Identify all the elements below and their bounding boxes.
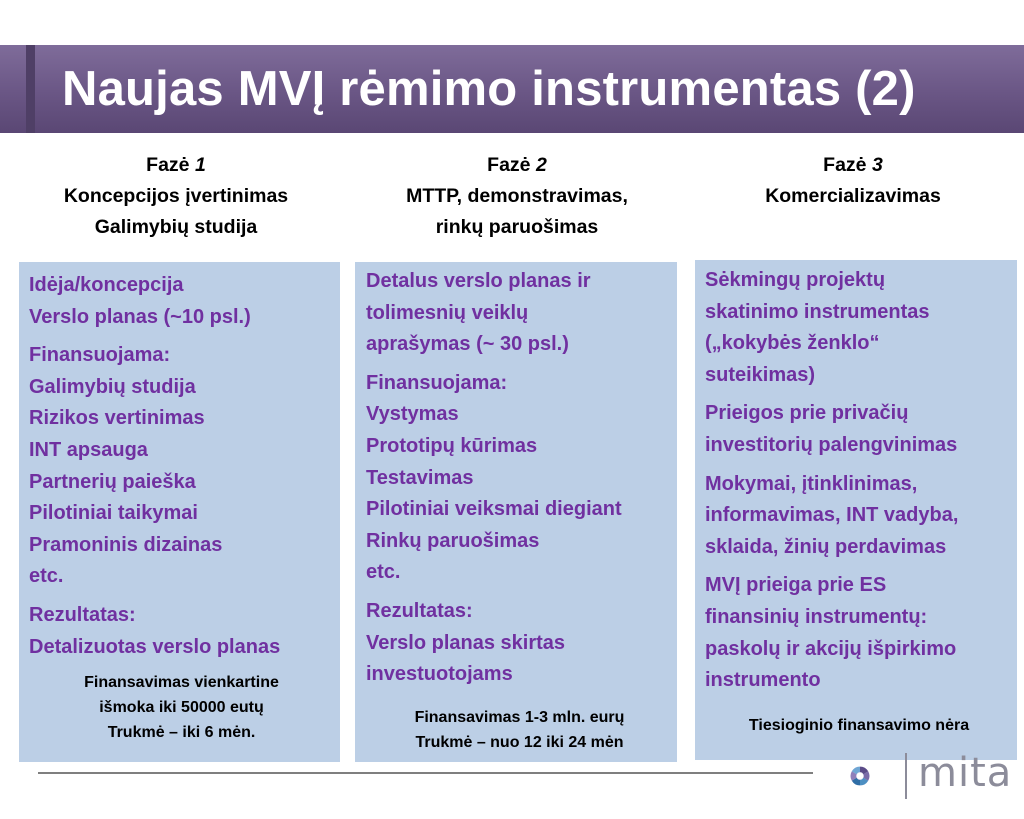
phase-number: 1 [194, 154, 206, 176]
box-line: Vystymas [366, 403, 459, 426]
box-paragraph [366, 266, 673, 361]
mita-logo-icon [848, 750, 908, 802]
box-line: Finansuojama: [29, 344, 171, 367]
phase-heading-line: MTTP, demonstravimas, [406, 185, 628, 207]
phase-heading-line: rinkų paruošimas [435, 216, 599, 238]
box-line: Finansuojama: [366, 371, 508, 394]
box-paragraph [29, 270, 334, 333]
box-line: Mokymai, įtinklinimas, [705, 472, 918, 495]
funding-note [29, 670, 334, 745]
box-paragraph [29, 600, 334, 663]
box-line: Pilotiniai taikymai [29, 502, 198, 525]
accent-stripe [26, 45, 35, 133]
phase-2-box [355, 262, 677, 762]
box-line: MVĮ prieiga prie ES [705, 574, 887, 597]
phase-label: Fazė [823, 154, 867, 176]
phase-1-header [20, 150, 332, 243]
note-line: išmoka iki 50000 eutų [99, 699, 264, 717]
mita-logo-text: mita [918, 750, 1013, 796]
note-line: Finansavimas 1-3 mln. eurų [414, 708, 625, 726]
box-line: investitorių palengvinimas [705, 433, 958, 456]
box-line: tolimesnių veiklų [366, 301, 529, 324]
note-line: Trukmė – nuo 12 iki 24 mėn [415, 733, 624, 751]
box-paragraph [705, 398, 1013, 461]
box-line: sklaida, žinių perdavimas [705, 535, 947, 558]
phase-heading-line: Koncepcijos įvertinimas [63, 185, 289, 207]
box-line: Testavimas [366, 466, 474, 489]
phase-number: 2 [535, 154, 547, 176]
note-line: Finansavimas vienkartine [84, 674, 279, 692]
box-line: Detalizuotas verslo planas [29, 635, 281, 658]
box-line: etc. [366, 561, 401, 584]
phase-2-header [358, 150, 676, 243]
box-line: suteikimas) [705, 363, 816, 386]
box-line: instrumento [705, 669, 821, 692]
box-line: finansinių instrumentų: [705, 605, 928, 628]
box-line: etc. [29, 565, 64, 588]
box-paragraph [705, 469, 1013, 564]
box-line: skatinimo instrumentas [705, 300, 930, 323]
phase-3-header [694, 150, 1012, 212]
box-paragraph [705, 265, 1013, 391]
box-line: Rezultatas: [29, 603, 136, 626]
box-line: Idėja/koncepcija [29, 274, 184, 296]
note-line: Tiesioginio finansavimo nėra [748, 716, 970, 734]
box-paragraph [366, 368, 673, 589]
funding-note [705, 713, 1013, 738]
box-line: Prieigos prie privačių [705, 402, 909, 425]
box-paragraph [366, 596, 673, 691]
box-line: Partnerių paieška [29, 470, 196, 493]
phase-label: Fazė [146, 154, 190, 176]
logo-divider [905, 753, 907, 799]
box-line: informavimas, INT vadyba, [705, 504, 959, 527]
phase-number: 3 [871, 154, 883, 176]
box-line: Rezultatas: [366, 599, 473, 622]
box-paragraph [705, 570, 1013, 696]
box-line: aprašymas (~ 30 psl.) [366, 333, 569, 356]
note-line: Trukmė – iki 6 mėn. [107, 724, 256, 742]
box-line: Pramoninis dizainas [29, 533, 223, 556]
box-line: Verslo planas skirtas [366, 631, 566, 654]
box-line: Galimybių studija [29, 375, 196, 398]
box-line: investuotojams [366, 663, 513, 686]
phase-3-box [695, 260, 1017, 760]
funding-note [366, 705, 673, 755]
phase-1-box [19, 262, 340, 762]
box-line: Sėkmingų projektų [705, 269, 886, 291]
box-line: („kokybės ženklo“ [705, 332, 880, 355]
box-line: Prototipų kūrimas [366, 434, 538, 457]
slide-title: Naujas MVĮ rėmimo instrumentas (2) [62, 62, 916, 116]
box-line: Rinkų paruošimas [366, 529, 540, 552]
box-line: INT apsauga [29, 438, 148, 461]
box-line: paskolų ir akcijų išpirkimo [705, 637, 957, 660]
box-line: Detalus verslo planas ir [366, 270, 591, 292]
box-paragraph [29, 340, 334, 593]
box-line: Verslo planas (~10 psl.) [29, 305, 251, 328]
footer-divider [38, 772, 813, 774]
phase-heading-line: Komercializavimas [765, 185, 941, 207]
box-line: Pilotiniai veiksmai diegiant [366, 498, 622, 521]
phase-label: Fazė [487, 154, 531, 176]
phase-heading-line: Galimybių studija [94, 216, 258, 238]
box-line: Rizikos vertinimas [29, 407, 205, 430]
